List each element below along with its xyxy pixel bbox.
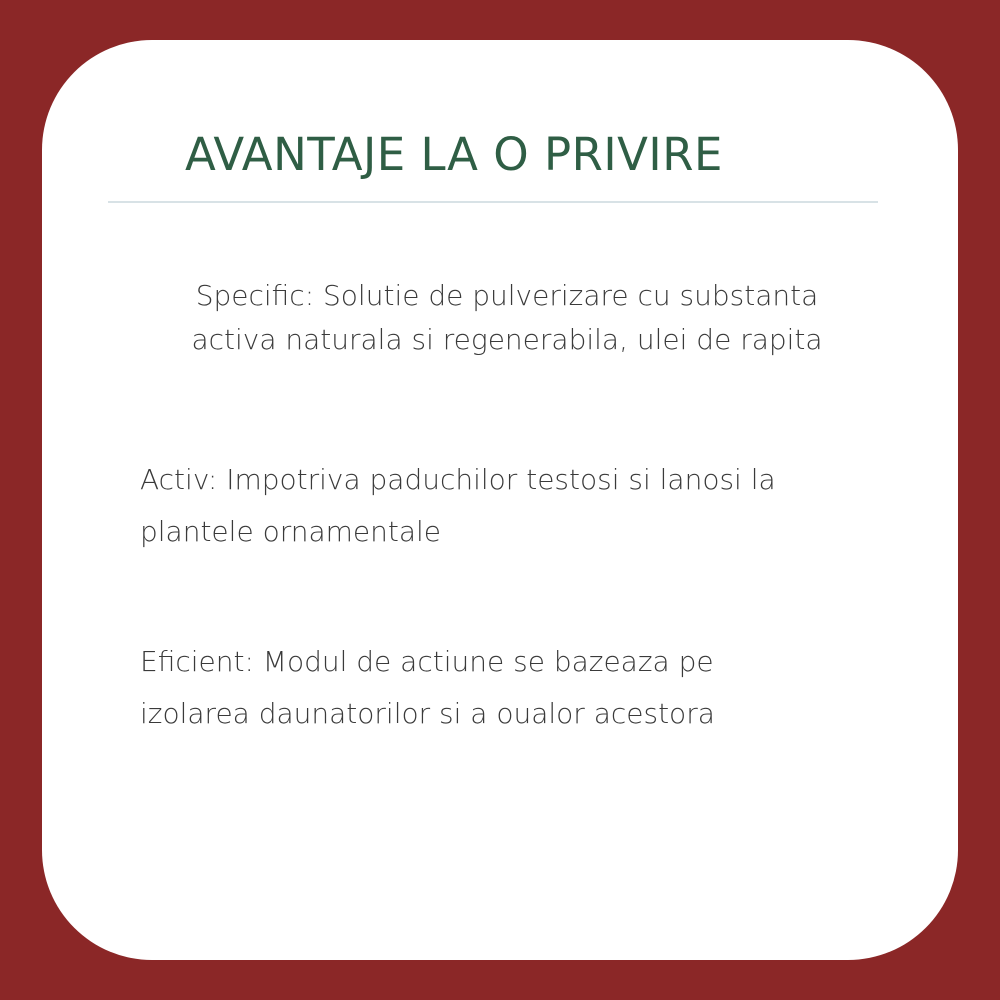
benefit-line: izolarea daunatorilor si a oualor acestora bbox=[140, 697, 715, 730]
benefit-eficient bbox=[140, 636, 900, 740]
benefit-activ bbox=[140, 454, 900, 558]
benefit-line: Eficient: Modul de actiune se bazeaza pe bbox=[140, 645, 714, 678]
benefit-line: Specific: Solutie de pulverizare cu substanta bbox=[195, 279, 819, 312]
benefit-line: Activ: Impotriva paduchilor testosi si lanosi la bbox=[140, 463, 776, 496]
benefit-line: activa naturala si regenerabila, ulei de rapita bbox=[191, 323, 823, 356]
benefit-line: plantele ornamentale bbox=[140, 515, 442, 548]
benefit-specific bbox=[142, 274, 872, 362]
page-title: AVANTAJE LA O PRIVIRE bbox=[185, 128, 723, 181]
divider bbox=[108, 201, 878, 203]
content-card bbox=[42, 40, 958, 960]
